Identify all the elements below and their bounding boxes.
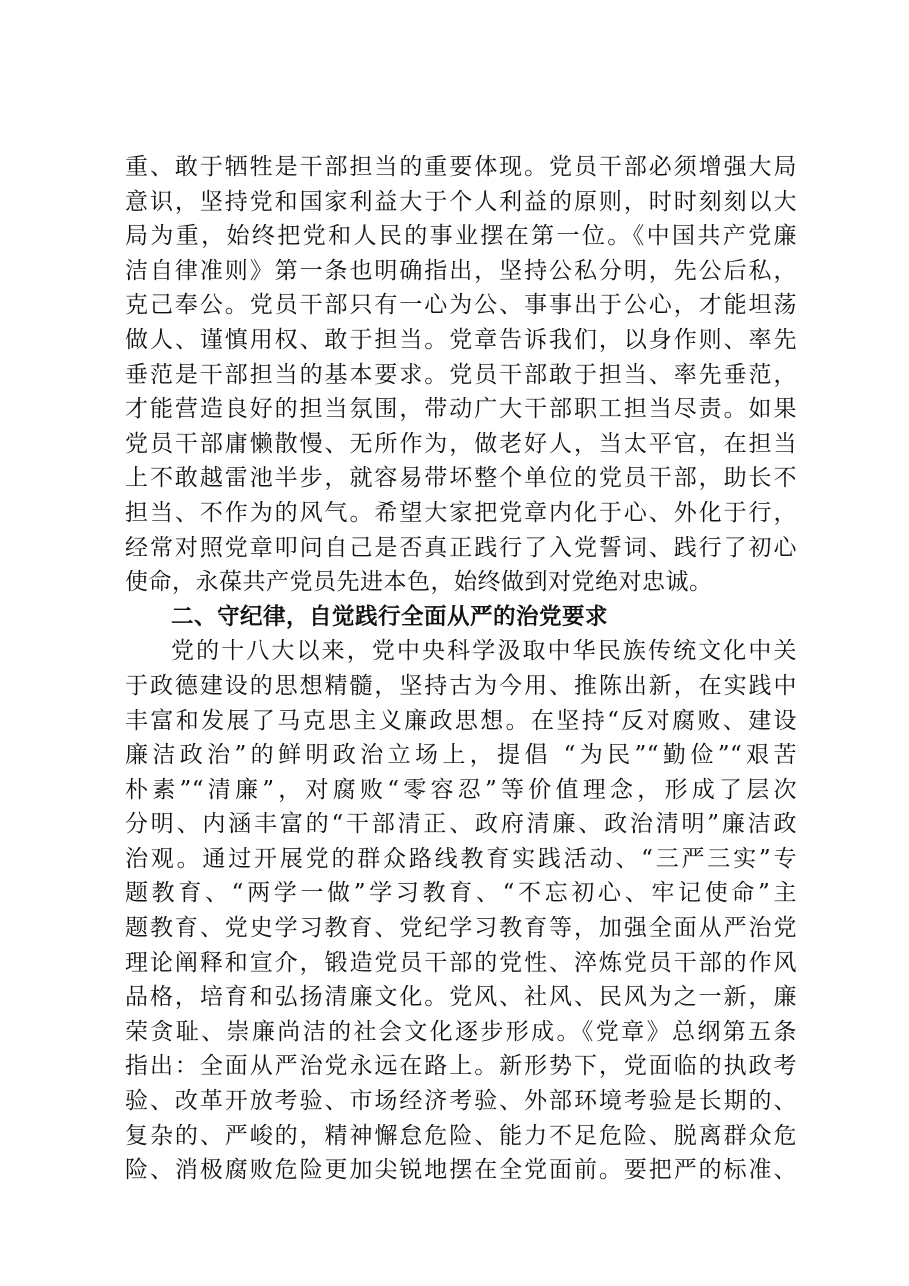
- text-line: 担当、不作为的风气。希望大家把党章内化于心、外化于行，: [125, 499, 797, 526]
- text-line: 垂范是干部担当的基本要求。党员干部敢于担当、率先垂范，: [125, 361, 797, 388]
- text-line: 意识，坚持党和国家利益大于个人利益的原则，时时刻刻以大: [125, 188, 797, 215]
- text-line: 治观。通过开展党的群众路线教育实践活动、“三严三实”专: [125, 845, 797, 872]
- text-line: 险、消极腐败危险更加尖锐地摆在全党面前。要把严的标准、: [125, 1157, 797, 1184]
- text-line: 指出：全面从严治党永远在路上。新形势下，党面临的执政考: [125, 1053, 797, 1080]
- text-line: 丰富和发展了马克思主义廉政思想。在坚持“反对腐败、建设: [125, 707, 797, 734]
- body-text: [125, 150, 797, 1188]
- text-line: 品格，培育和弘扬清廉文化。党风、社风、民风为之一新，廉: [125, 984, 797, 1011]
- text-line: 题教育、党史学习教育、党纪学习教育等，加强全面从严治党: [125, 915, 797, 942]
- text-line: 克己奉公。党员干部只有一心为公、事事出于公心，才能坦荡: [125, 292, 797, 319]
- text-line: 局为重，始终把党和人民的事业摆在第一位。《中国共产党廉: [125, 223, 797, 250]
- section-heading: 二、守纪律，自觉践行全面从严的治党要求: [171, 603, 609, 630]
- text-line: 荣贪耻、崇廉尚洁的社会文化逐步形成。《党章》总纲第五条: [125, 1018, 797, 1045]
- text-line: 重、敢于牺牲是干部担当的重要体现。党员干部必须增强大局: [125, 154, 797, 180]
- text-line: 验、改革开放考验、市场经济考验、外部环境考验是长期的、: [125, 1088, 797, 1115]
- text-line: 于政德建设的思想精髓，坚持古为今用、推陈出新，在实践中: [125, 672, 797, 699]
- text-line: 朴素”“清廉”，对腐败“零容忍”等价值理念，形成了层次: [125, 776, 797, 803]
- text-line: 廉洁政治”的鲜明政治立场上，提倡 “为民”“勤俭”“艰苦: [125, 742, 797, 769]
- paragraph-2: [125, 634, 797, 1188]
- text-line: 党的十八大以来，党中央科学汲取中华民族传统文化中关: [171, 638, 797, 665]
- text-line: 才能营造良好的担当氛围，带动广大干部职工担当尽责。如果: [125, 396, 797, 423]
- paragraph-1: [125, 150, 797, 600]
- text-line: 使命，永葆共产党员先进本色，始终做到对党绝对忠诚。: [125, 569, 713, 596]
- text-line: 上不敢越雷池半步，就容易带坏整个单位的党员干部，助长不: [125, 465, 797, 492]
- text-line: 复杂的、严峻的，精神懈怠危险、能力不足危险、脱离群众危: [125, 1122, 797, 1149]
- text-line: 党员干部庸懒散慢、无所作为，做老好人，当太平官，在担当: [125, 430, 797, 457]
- text-line: 经常对照党章叩问自己是否真正践行了入党誓词、践行了初心: [125, 534, 797, 561]
- text-line: 题教育、“两学一做”学习教育、“不忘初心、牢记使命”主: [125, 880, 797, 907]
- text-line: 分明、内涵丰富的“干部清正、政府清廉、政治清明”廉洁政: [125, 811, 797, 838]
- text-line: 做人、谨慎用权、敢于担当。党章告诉我们，以身作则、率先: [125, 326, 797, 353]
- text-line: 洁自律准则》第一条也明确指出，坚持公私分明，先公后私，: [125, 257, 797, 284]
- text-line: 理论阐释和宣介，锻造党员干部的党性、淬炼党员干部的作风: [125, 949, 797, 976]
